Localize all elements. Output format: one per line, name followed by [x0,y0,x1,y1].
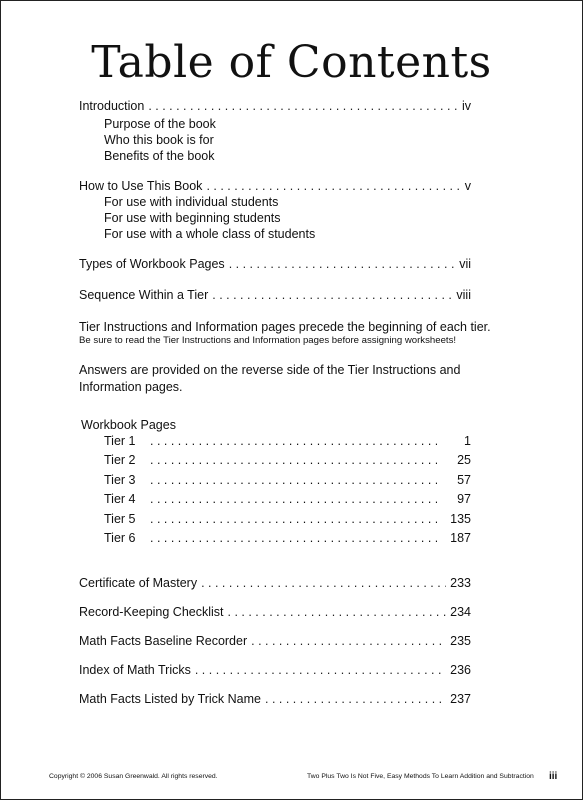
toc-entry-index [79,663,471,681]
tier-instructions-note: Tier Instructions and Information pages precede the beginning of each tier. [79,320,491,334]
copyright-notice: Copyright © 2006 Susan Greenwald. All rights reserved. [49,773,218,780]
book-title-footer: Two Plus Two Is Not Five, Easy Methods To Learn Addition and Subtraction [307,773,534,780]
toc-subentry: Benefits of the book [104,149,215,163]
tier-entry [104,453,471,471]
toc-entry-page: 236 [450,663,471,677]
dot-leader [206,179,460,193]
toc-entry-introduction [79,99,471,117]
toc-entry-label: Certificate of Mastery [79,576,198,590]
toc-entry-page: vii [459,257,471,271]
toc-subentry: For use with a whole class of students [104,227,316,241]
dot-leader [229,257,456,271]
tier-label: Tier 5 [104,512,136,526]
toc-entry-page: 237 [450,692,471,706]
tier-page: 187 [450,531,471,545]
tier-entry [104,512,471,530]
toc-entry-types [79,257,471,275]
toc-entry-label: Math Facts Baseline Recorder [79,634,248,648]
toc-subentry: For use with individual students [104,195,279,209]
toc-entry-sequence [79,288,471,306]
tier-page: 97 [457,492,471,506]
dot-leader [148,99,458,113]
toc-entry-page: viii [456,288,471,302]
toc-subentry: Who this book is for [104,133,214,147]
toc-entry-certificate [79,576,471,594]
dot-leader [150,453,437,467]
toc-subentry: For use with beginning students [104,211,281,225]
tier-label: Tier 4 [104,492,136,506]
toc-entry-facts-by-trick [79,692,471,710]
toc-entry-label: Record-Keeping Checklist [79,605,224,619]
page-title: Table of Contents [91,37,492,88]
dot-leader [150,512,437,526]
toc-entry-page: iv [461,99,471,113]
dot-leader [150,492,437,506]
toc-entry-record-keeping [79,605,471,623]
dot-leader [150,473,437,487]
tier-instructions-reminder: Be sure to read the Tier Instructions and Information pages before assigning worksheets! [79,335,457,346]
dot-leader [150,531,437,545]
tier-entry [104,531,471,549]
toc-entry-page: 233 [450,576,471,590]
dot-leader [228,605,447,619]
toc-entry-label: Introduction [79,99,145,113]
tier-entry [104,492,471,510]
answers-note: Answers are provided on the reverse side of the Tier Instructions and Information pages. [79,363,461,394]
dot-leader [212,288,452,302]
tier-page: 25 [457,453,471,467]
dot-leader [150,434,437,448]
toc-entry-label: How to Use This Book [79,179,203,193]
tier-page: 135 [450,512,471,526]
tier-entry [104,473,471,491]
tier-entry [104,434,471,452]
dot-leader [265,692,446,706]
toc-entry-label: Index of Math Tricks [79,663,191,677]
tier-page: 57 [457,473,471,487]
tier-label: Tier 2 [104,453,136,467]
toc-entry-baseline-recorder [79,634,471,652]
toc-entry-label: Math Facts Listed by Trick Name [79,692,262,706]
toc-entry-page: 235 [450,634,471,648]
toc-entry-page: v [464,179,471,193]
workbook-pages-heading: Workbook Pages [81,418,176,432]
tier-label: Tier 1 [104,434,136,448]
toc-entry-label: Sequence Within a Tier [79,288,209,302]
toc-entry-page: 234 [450,605,471,619]
dot-leader [251,634,446,648]
tier-label: Tier 6 [104,531,136,545]
tier-page: 1 [464,434,471,448]
dot-leader [195,663,446,677]
dot-leader [201,576,446,590]
toc-entry-label: Types of Workbook Pages [79,257,225,271]
page-number: iii [549,771,558,782]
tier-label: Tier 3 [104,473,136,487]
toc-subentry: Purpose of the book [104,117,216,131]
